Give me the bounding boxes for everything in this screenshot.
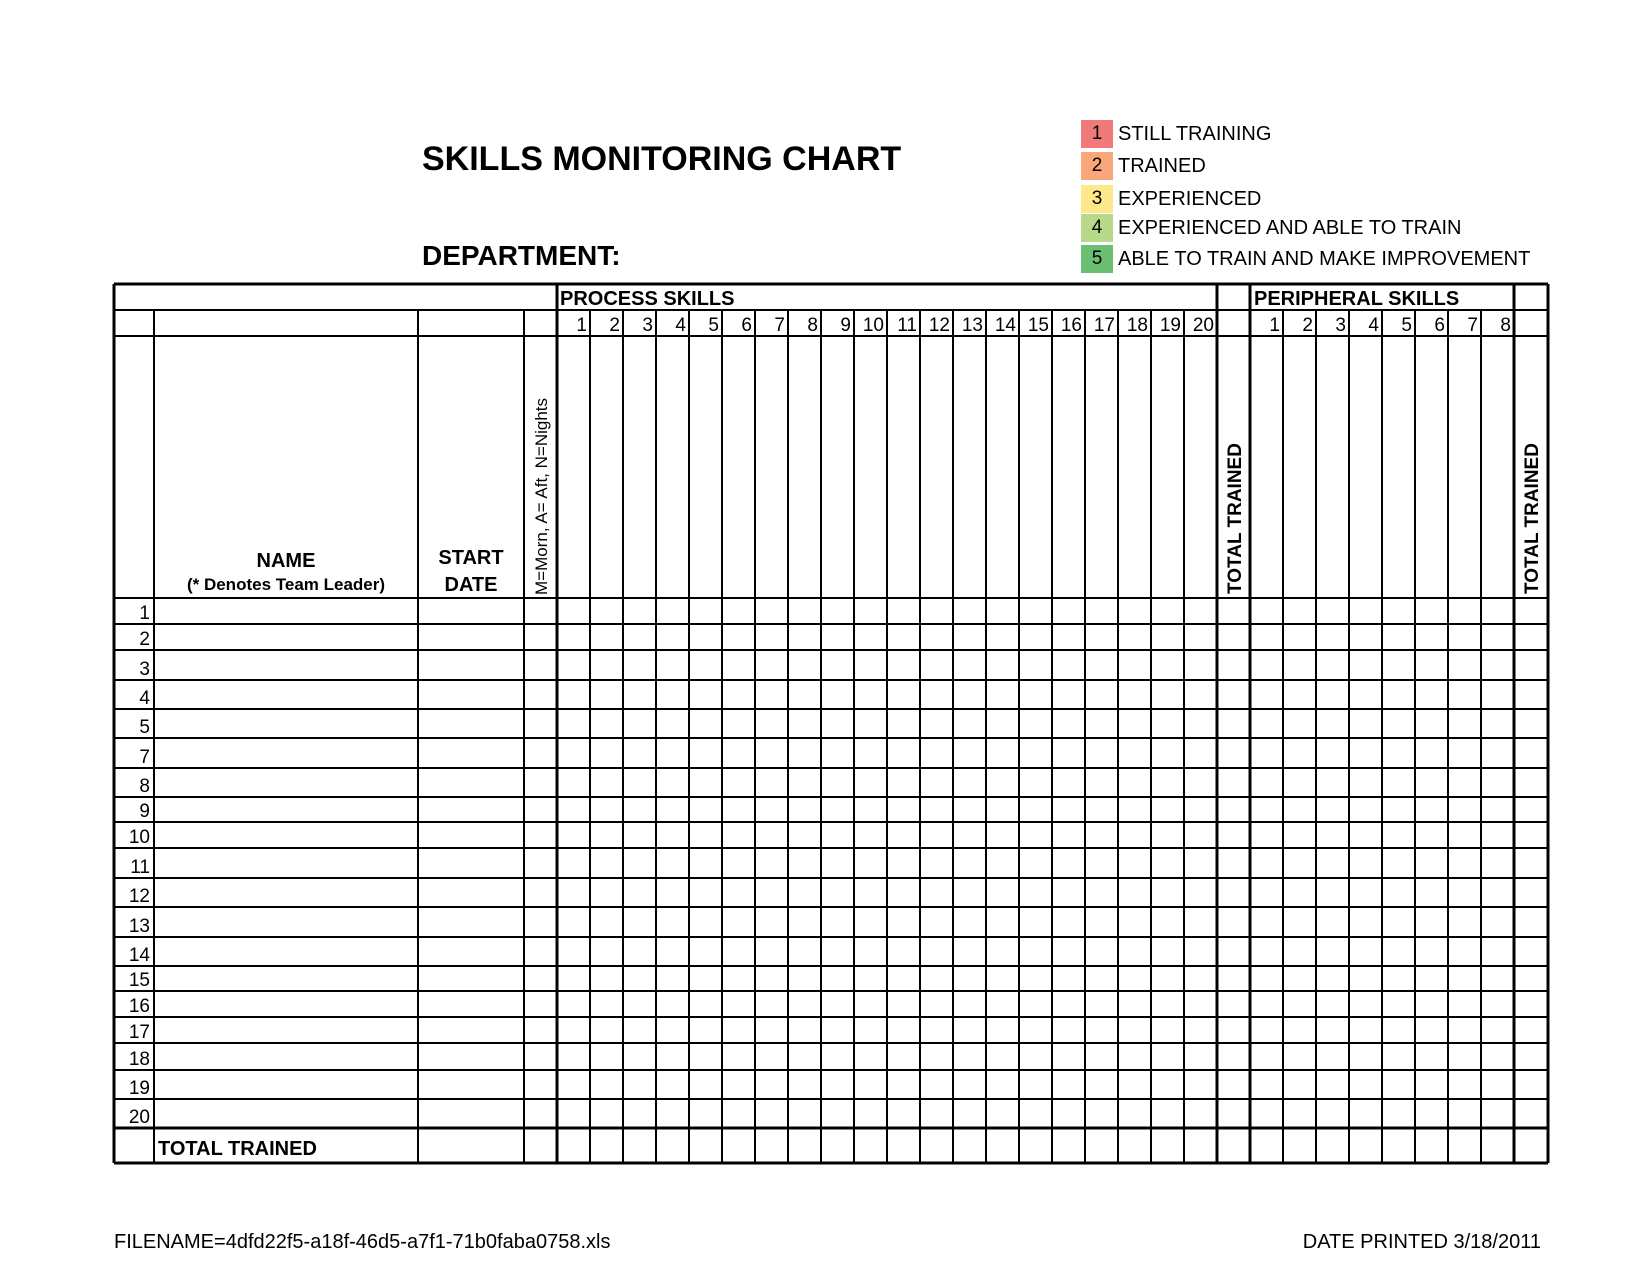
name-subheader: (* Denotes Team Leader) [186,575,386,594]
row-number: 13 [128,916,150,937]
legend-swatch-2: 2 [1081,152,1113,180]
department-label: DEPARTMENT: [422,240,621,271]
legend-label-4: EXPERIENCED AND ABLE TO TRAIN [1118,217,1462,239]
process-skill-number: 15 [1027,315,1049,336]
process-skill-number: 16 [1060,315,1082,336]
process-skill-number: 1 [576,315,587,336]
process-skill-number: 10 [862,315,884,336]
page-title: SKILLS MONITORING CHART [422,140,902,178]
process-skill-number: 3 [642,315,653,336]
row-number: 15 [128,970,150,991]
row-number: 9 [139,801,150,822]
legend-label-3: EXPERIENCED [1118,188,1262,210]
shift-header: M=Morn, A= Aft, N=Nights [532,397,551,595]
row-number: 12 [128,886,150,907]
peripheral-skills-header: PERIPHERAL SKILLS [1254,288,1460,310]
peripheral-skill-number: 7 [1467,315,1478,336]
process-skill-number: 19 [1159,315,1181,336]
peripheral-skill-number: 4 [1368,315,1379,336]
row-number: 10 [128,827,150,848]
process-skill-number: 14 [994,315,1016,336]
legend-label-5: ABLE TO TRAIN AND MAKE IMPROVEMENT [1118,248,1531,270]
start-header: START [438,547,504,569]
process-skill-number: 2 [609,315,620,336]
peripheral-skill-number: 5 [1401,315,1412,336]
process-skill-number: 5 [708,315,719,336]
peripheral-skill-number: 8 [1500,315,1511,336]
row-number: 11 [130,857,150,878]
row-number: 19 [128,1078,150,1099]
process-skill-number: 6 [741,315,752,336]
legend-swatch-4: 4 [1081,214,1113,242]
process-skill-number: 18 [1126,315,1148,336]
date-printed-text: DATE PRINTED 3/18/2011 [1302,1231,1541,1253]
row-number: 18 [128,1049,150,1070]
process-skill-number: 4 [675,315,686,336]
legend-swatch-1: 1 [1081,120,1113,148]
total-trained-footer: TOTAL TRAINED [158,1138,317,1160]
process-skill-number: 8 [807,315,818,336]
name-header: NAME [256,550,316,572]
row-number: 1 [139,603,150,624]
process-skill-number: 17 [1093,315,1115,336]
legend-swatch-3: 3 [1081,185,1113,213]
legend-label-1: STILL TRAINING [1118,123,1272,145]
legend-swatch-5: 5 [1081,245,1113,273]
row-number: 7 [139,747,150,768]
process-total-trained-header: TOTAL TRAINED [1225,443,1246,594]
process-skill-number: 13 [961,315,983,336]
row-number: 14 [128,945,150,966]
row-number: 17 [128,1022,150,1043]
peripheral-total-trained-header: TOTAL TRAINED [1522,443,1543,594]
row-number: 5 [139,717,150,738]
peripheral-skill-number: 3 [1335,315,1346,336]
row-number: 8 [139,776,150,797]
peripheral-skill-number: 1 [1269,315,1280,336]
process-skills-header: PROCESS SKILLS [560,288,735,310]
peripheral-skill-number: 2 [1302,315,1313,336]
legend-label-2: TRAINED [1118,155,1206,177]
peripheral-skill-number: 6 [1434,315,1445,336]
filename-text: FILENAME=4dfd22f5-a18f-46d5-a7f1-71b0faba0758.xls [114,1231,611,1253]
row-number: 4 [139,688,150,709]
row-number: 20 [128,1107,150,1128]
process-skill-number: 7 [774,315,785,336]
row-number: 3 [139,659,150,680]
process-skill-number: 12 [928,315,950,336]
process-skill-number: 11 [897,315,917,336]
row-number: 16 [128,996,150,1017]
process-skill-number: 20 [1192,315,1214,336]
row-number: 2 [139,629,150,650]
date-header: DATE [444,574,498,596]
process-skill-number: 9 [840,315,851,336]
